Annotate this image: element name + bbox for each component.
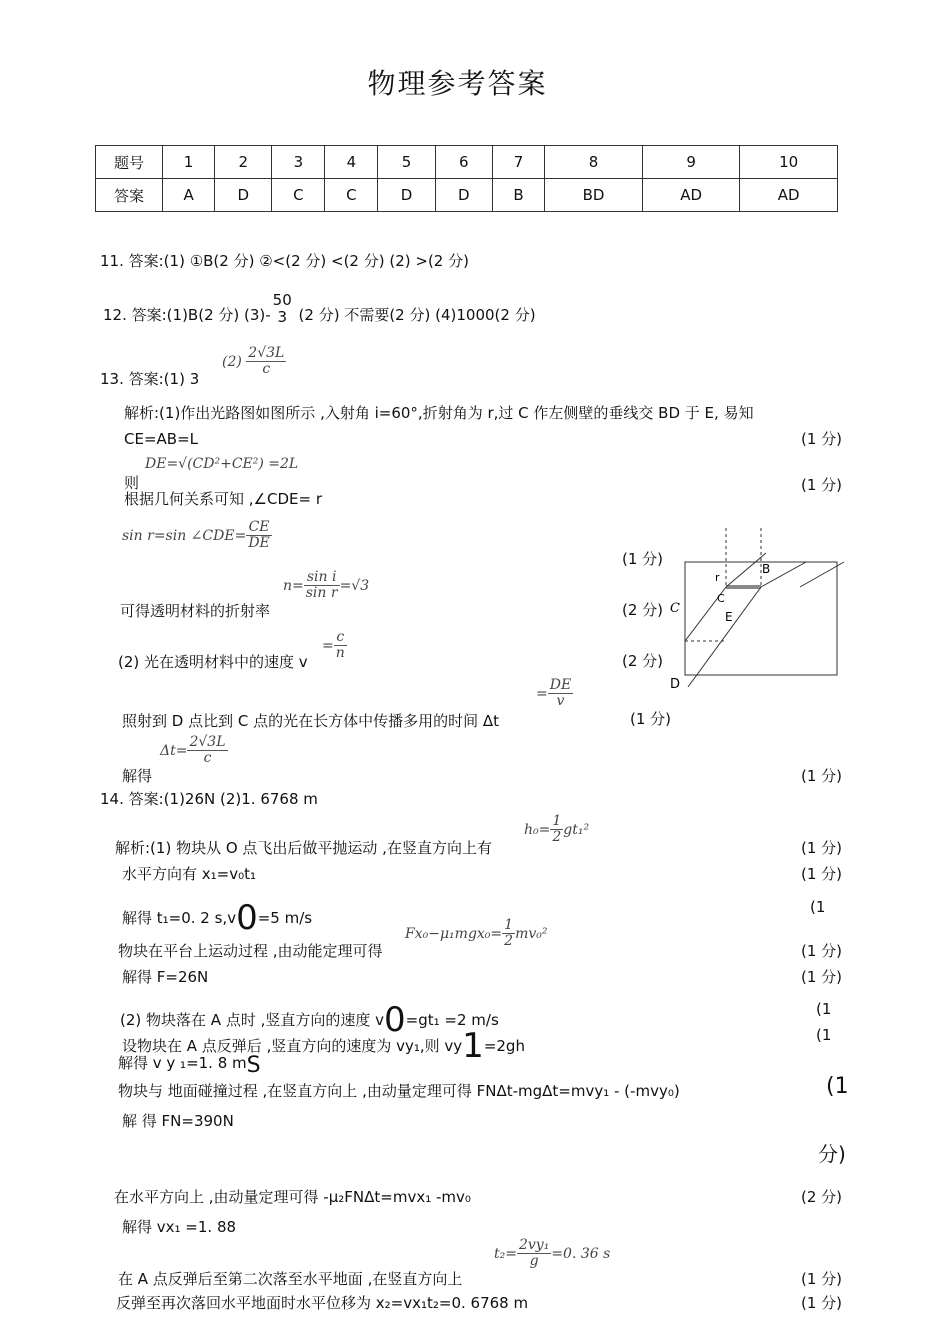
q14-analysis-line: 物块在平台上运动过程 ,由动能定理可得 xyxy=(118,942,383,960)
fraction-numerator: c xyxy=(334,630,347,646)
q14-formula-energy xyxy=(405,918,547,950)
q14-analysis-line xyxy=(118,1052,261,1078)
formula-text: mv₀² xyxy=(515,925,548,942)
table-cell: 5 xyxy=(378,146,435,179)
q12-part-a: 12. 答案:(1)B(2 分) (3)- xyxy=(103,306,271,324)
formula-text: =gt₁ =2 m/s xyxy=(405,1011,499,1029)
table-cell: D xyxy=(378,179,435,212)
formula-text: =0. 36 s xyxy=(551,1245,611,1262)
score-mark: (2 分) xyxy=(800,1188,842,1206)
fraction-numerator: 2vy₁ xyxy=(518,1237,550,1253)
q13-analysis-line: 照射到 D 点比到 C 点的光在长方体中传播多用的时间 Δt xyxy=(122,712,500,730)
q13-formula-sinr xyxy=(122,520,272,552)
q13-analysis-line: (2) 光在透明材料中的速度 v xyxy=(118,653,308,671)
ocr-large-glyph: 1 xyxy=(462,1026,484,1066)
table-row-numbers xyxy=(96,146,838,179)
q14-formula-h0 xyxy=(524,814,589,846)
q14-analysis-line: 解得 F=26N xyxy=(122,968,209,986)
score-mark: (1 分) xyxy=(800,865,842,883)
score-mark: (1 xyxy=(816,1026,832,1044)
q13-analysis-line: 根据几何关系可知 ,∠CDE= r xyxy=(124,490,322,508)
fraction-numerator: CE xyxy=(246,520,271,536)
formula-fraction xyxy=(246,346,286,378)
formula-text: sin r=sin ∠CDE= xyxy=(122,527,247,544)
label-d: D xyxy=(670,677,681,692)
q14-analysis-line: 物块与 地面碰撞过程 ,在竖直方向上 ,由动量定理可得 FNΔt-mgΔt=mvy₁ - (-mvy₀) xyxy=(118,1082,680,1100)
fraction-denominator: c xyxy=(262,361,271,378)
score-mark: (1 xyxy=(810,898,826,916)
label-r: r xyxy=(715,571,720,584)
score-mark: (1 分) xyxy=(800,1294,842,1312)
score-mark: (1 分) xyxy=(800,942,842,960)
fraction-numerator: 1 xyxy=(504,917,514,933)
fraction-denominator: 2 xyxy=(504,933,514,950)
fraction-numerator: 1 xyxy=(552,813,562,829)
fraction-denominator: v xyxy=(556,693,565,710)
formula-text: =5 m/s xyxy=(257,909,313,927)
fraction-numerator: DE xyxy=(549,677,572,693)
table-cell: 3 xyxy=(272,146,325,179)
q13-formula-n xyxy=(283,570,369,602)
answer-table xyxy=(95,145,838,212)
table-cell: 8 xyxy=(545,146,643,179)
fraction-denominator: c xyxy=(203,750,212,767)
table-cell: BD xyxy=(545,179,643,212)
formula-text: h₀= xyxy=(524,821,551,838)
formula-fraction xyxy=(304,570,340,602)
q14-analysis-line: 解 得 FN=390N xyxy=(122,1112,234,1130)
label-e: E xyxy=(725,610,733,624)
table-cell: 4 xyxy=(325,146,378,179)
table-cell: D xyxy=(435,179,492,212)
fraction-denominator: DE xyxy=(248,535,270,552)
table-cell: D xyxy=(215,179,272,212)
q14-analysis-line: 解析:(1) 物块从 O 点飞出后做平抛运动 ,在竖直方向上有 xyxy=(115,839,492,857)
fraction-denominator: 2 xyxy=(552,829,562,846)
label-b: B xyxy=(762,562,771,576)
table-cell: 9 xyxy=(642,146,740,179)
formula-fraction xyxy=(502,918,515,950)
formula-fraction xyxy=(187,735,227,767)
formula-text: 设物块在 A 点反弹后 ,竖直方向的速度为 vy₁,则 vy xyxy=(122,1037,463,1055)
formula-text: Δt= xyxy=(160,742,188,759)
table-header-cell: 题号 xyxy=(96,146,163,179)
fraction-denominator: n xyxy=(335,645,345,662)
formula-fraction xyxy=(548,678,573,710)
score-mark: (1 xyxy=(826,1074,849,1099)
formula-fraction xyxy=(246,520,271,552)
score-mark: (1 分) xyxy=(622,550,664,568)
formula-text: gt₁² xyxy=(563,821,590,838)
formula-fraction xyxy=(550,814,563,846)
formula-text: Fx₀−μ₁mgx₀= xyxy=(405,925,503,942)
q14-analysis-line: 解得 vx₁ =1. 88 xyxy=(122,1218,237,1236)
fraction-denominator: g xyxy=(529,1253,539,1270)
ocr-large-glyph: 0 xyxy=(236,898,258,938)
q13-formula-v xyxy=(322,630,347,662)
table-cell: C xyxy=(272,179,325,212)
formula-text: 解得 v y ₁=1. 8 m xyxy=(118,1054,247,1072)
q13-analysis-line: CE=AB=L xyxy=(124,430,198,448)
formula-text: (2) xyxy=(222,353,242,370)
formula-fraction xyxy=(334,630,347,662)
table-cell: AD xyxy=(740,179,838,212)
table-header-cell: 答案 xyxy=(96,179,163,212)
q11-answer: 11. 答案:(1) ①B(2 分) ②<(2 分) <(2 分) (2) >(2 分) xyxy=(100,252,469,270)
score-mark: (1 分) xyxy=(800,839,842,857)
table-cell: A xyxy=(163,179,215,212)
score-mark: (1 分) xyxy=(800,430,842,448)
formula-text: t₂= xyxy=(494,1245,517,1262)
q12-fraction xyxy=(271,292,294,325)
light-path-diagram xyxy=(660,525,850,695)
score-mark: (2 分) xyxy=(622,601,664,619)
fraction-numerator: sin i xyxy=(304,570,340,586)
table-cell: B xyxy=(492,179,544,212)
score-mark: (2 分) xyxy=(622,652,664,670)
table-cell: 1 xyxy=(163,146,215,179)
formula-text: =√3 xyxy=(339,577,370,594)
table-cell: 7 xyxy=(492,146,544,179)
q12-part-b: (2 分) 不需要(2 分) (4)1000(2 分) xyxy=(298,306,536,324)
q13-formula-de: DE=√(CD²+CE²) =2L xyxy=(145,456,299,472)
formula-text: = xyxy=(322,637,334,654)
q14-analysis-line: 在 A 点反弹后至第二次落至水平地面 ,在竖直方向上 xyxy=(118,1270,463,1288)
score-mark: 分) xyxy=(818,1142,846,1166)
page-title: 物理参考答案 xyxy=(367,67,548,100)
q13-formula-result xyxy=(160,735,228,767)
q14-analysis-line: 反弹至再次落回水平地面时水平位移为 x₂=vx₁t₂=0. 6768 m xyxy=(116,1294,529,1312)
q14-analysis-line xyxy=(122,898,312,938)
q14-answer-head: 14. 答案:(1)26N (2)1. 6768 m xyxy=(100,790,318,808)
score-mark: (1 分) xyxy=(800,968,842,986)
score-mark: (1 分) xyxy=(800,476,842,494)
formula-fraction xyxy=(517,1238,551,1270)
q13-analysis-line: 解析:(1)作出光路图如图所示 ,入射角 i=60°,折射角为 r,过 C 作左侧壁的垂线交 BD 于 E, 易知 xyxy=(124,404,754,422)
table-cell: C xyxy=(325,179,378,212)
q13-formula-answer2 xyxy=(222,346,286,378)
table-cell: 10 xyxy=(740,146,838,179)
formula-text: 解得 t₁=0. 2 s,v xyxy=(122,909,237,927)
q13-analysis-line: 解得 xyxy=(122,767,153,785)
label-c: C xyxy=(717,592,725,605)
q13-answer-head: 13. 答案:(1) 3 xyxy=(100,370,200,388)
table-row-answers xyxy=(96,179,838,212)
q14-analysis-line: 水平方向有 x₁=v₀t₁ xyxy=(122,865,257,883)
ocr-large-glyph: S xyxy=(246,1053,261,1078)
q13-analysis-line: 可得透明材料的折射率 xyxy=(120,602,271,620)
fraction-numerator: 50 xyxy=(272,291,292,309)
fraction-denominator: 3 xyxy=(277,307,287,326)
score-mark: (1 分) xyxy=(800,1270,842,1288)
label-c-side: C xyxy=(670,601,680,616)
fraction-denominator: sin r xyxy=(305,585,338,602)
fraction-numerator: 2√3L xyxy=(189,734,226,750)
q13-analysis-line: 则 xyxy=(124,474,140,492)
q14-analysis-line: 在水平方向上 ,由动量定理可得 -μ₂FNΔt=mvx₁ -mv₀ xyxy=(114,1188,471,1206)
formula-text: (2) 物块落在 A 点时 ,竖直方向的速度 v xyxy=(120,1011,384,1029)
score-mark: (1 分) xyxy=(630,710,672,728)
q12-answer xyxy=(103,291,536,326)
formula-text: =2gh xyxy=(483,1037,525,1055)
table-cell: 6 xyxy=(435,146,492,179)
q14-formula-t2 xyxy=(494,1238,610,1270)
incident-ray xyxy=(726,553,766,587)
ocr-large-glyph: 0 xyxy=(384,1000,406,1040)
table-cell: AD xyxy=(642,179,740,212)
q13-formula-dt xyxy=(536,678,573,710)
formula-text: = xyxy=(536,685,548,702)
score-mark: (1 xyxy=(816,1000,832,1018)
score-mark: (1 分) xyxy=(800,767,842,785)
fraction-numerator: 2√3L xyxy=(248,345,285,361)
formula-text: n= xyxy=(283,577,304,594)
table-cell: 2 xyxy=(215,146,272,179)
